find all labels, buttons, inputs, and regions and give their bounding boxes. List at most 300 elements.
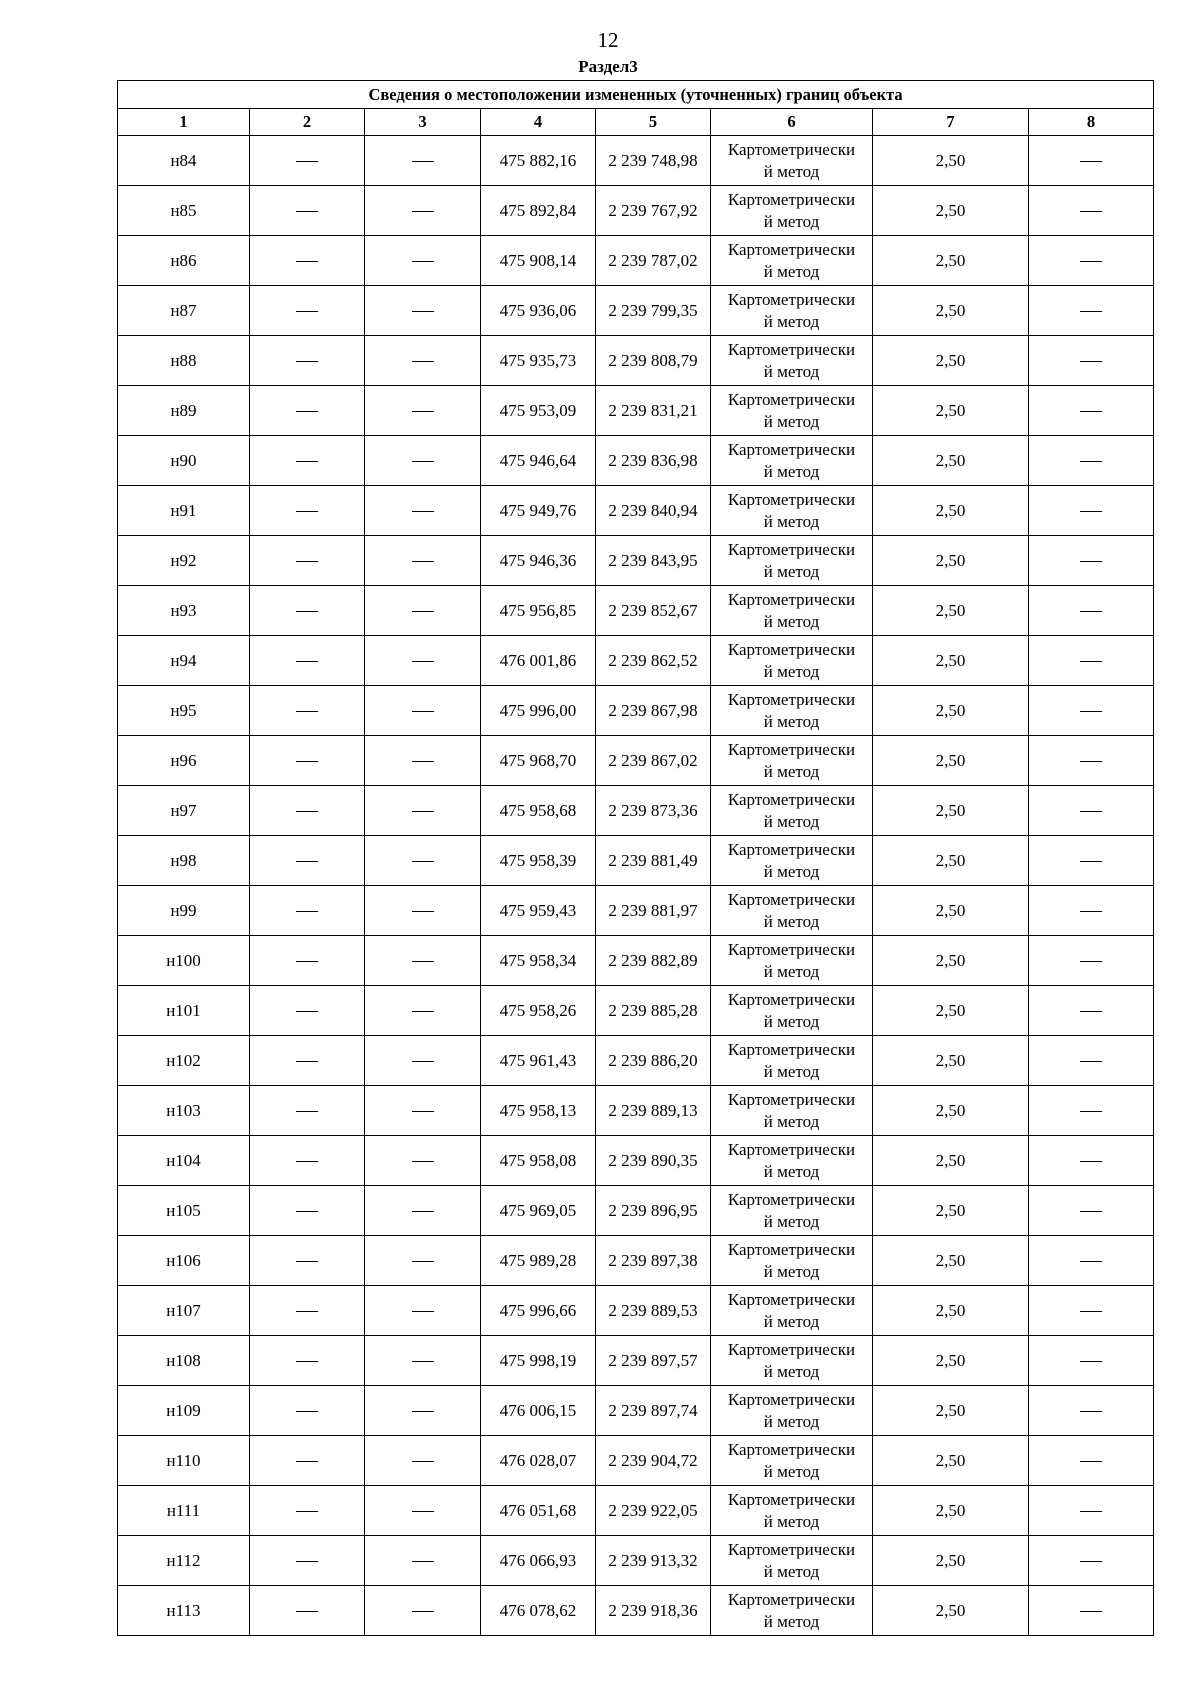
table-caption: Сведения о местоположении измененных (уточненных) границ объекта [118, 81, 1154, 109]
method-text-line-1: Картометрически [727, 639, 856, 659]
point-label: н101 [118, 986, 250, 1036]
empty-value-dash [1080, 211, 1102, 212]
table-row [118, 686, 1154, 736]
column-2-cell [250, 736, 365, 786]
y-coordinate: 2 239 897,57 [596, 1336, 711, 1386]
accuracy-value: 2,50 [873, 186, 1029, 236]
method-cell [711, 1086, 873, 1136]
method-text-line-1: Картометрически [727, 1289, 856, 1309]
column-2-cell [250, 1186, 365, 1236]
empty-value-dash [296, 511, 318, 512]
y-coordinate: 2 239 873,36 [596, 786, 711, 836]
column-2-cell [250, 636, 365, 686]
empty-value-dash [412, 1511, 434, 1512]
accuracy-value: 2,50 [873, 886, 1029, 936]
empty-value-dash [1080, 811, 1102, 812]
point-label: н107 [118, 1286, 250, 1336]
column-8-cell [1029, 186, 1154, 236]
method-cell [711, 1386, 873, 1436]
accuracy-value: 2,50 [873, 836, 1029, 886]
point-label: н98 [118, 836, 250, 886]
column-8-cell [1029, 1036, 1154, 1086]
x-coordinate: 475 949,76 [481, 486, 596, 536]
accuracy-value: 2,50 [873, 686, 1029, 736]
point-label: н91 [118, 486, 250, 536]
y-coordinate: 2 239 885,28 [596, 986, 711, 1036]
point-label: н97 [118, 786, 250, 836]
column-3-cell [365, 786, 481, 836]
column-3-cell [365, 386, 481, 436]
method-text-line-1: Картометрически [727, 489, 856, 509]
empty-value-dash [296, 361, 318, 362]
method-cell [711, 436, 873, 486]
table-row [118, 1286, 1154, 1336]
y-coordinate: 2 239 881,49 [596, 836, 711, 886]
x-coordinate: 475 936,06 [481, 286, 596, 336]
empty-value-dash [412, 1361, 434, 1362]
method-text-line-2: й метод [763, 1211, 820, 1231]
point-label: н88 [118, 336, 250, 386]
method-text-line-1: Картометрически [727, 789, 856, 809]
method-text-line-2: й метод [763, 861, 820, 881]
accuracy-value: 2,50 [873, 236, 1029, 286]
accuracy-value: 2,50 [873, 1386, 1029, 1436]
empty-value-dash [412, 311, 434, 312]
column-8-cell [1029, 386, 1154, 436]
method-cell [711, 836, 873, 886]
method-cell [711, 1236, 873, 1286]
point-label: н102 [118, 1036, 250, 1086]
empty-value-dash [296, 311, 318, 312]
table-row [118, 1236, 1154, 1286]
x-coordinate: 475 998,19 [481, 1336, 596, 1386]
method-text-line-1: Картометрически [727, 1339, 856, 1359]
table-row [118, 1036, 1154, 1086]
method-cell [711, 986, 873, 1036]
x-coordinate: 475 953,09 [481, 386, 596, 436]
y-coordinate: 2 239 787,02 [596, 236, 711, 286]
column-8-cell [1029, 786, 1154, 836]
table-row [118, 886, 1154, 936]
table-row [118, 636, 1154, 686]
method-cell [711, 1036, 873, 1086]
method-text-line-2: й метод [763, 211, 820, 231]
method-cell [711, 1436, 873, 1486]
column-8-cell [1029, 686, 1154, 736]
method-cell [711, 536, 873, 586]
column-2-cell [250, 1236, 365, 1286]
column-3-cell [365, 936, 481, 986]
accuracy-value: 2,50 [873, 336, 1029, 386]
x-coordinate: 475 996,66 [481, 1286, 596, 1336]
column-2-cell [250, 1436, 365, 1486]
point-label: н112 [118, 1536, 250, 1586]
empty-value-dash [1080, 1561, 1102, 1562]
empty-value-dash [412, 1161, 434, 1162]
method-text-line-1: Картометрически [727, 1039, 856, 1059]
column-3-cell [365, 186, 481, 236]
method-text-line-2: й метод [763, 511, 820, 531]
empty-value-dash [412, 911, 434, 912]
accuracy-value: 2,50 [873, 1486, 1029, 1536]
column-8-cell [1029, 886, 1154, 936]
method-text-line-1: Картометрически [727, 939, 856, 959]
point-label: н100 [118, 936, 250, 986]
x-coordinate: 476 006,15 [481, 1386, 596, 1436]
column-3-cell [365, 436, 481, 486]
column-3-cell [365, 886, 481, 936]
y-coordinate: 2 239 890,35 [596, 1136, 711, 1186]
column-8-cell [1029, 986, 1154, 1036]
column-3-cell [365, 736, 481, 786]
empty-value-dash [296, 611, 318, 612]
column-3-cell [365, 1436, 481, 1486]
column-2-cell [250, 136, 365, 186]
empty-value-dash [296, 461, 318, 462]
method-text-line-2: й метод [763, 911, 820, 931]
empty-value-dash [296, 1461, 318, 1462]
column-3-cell [365, 1336, 481, 1386]
y-coordinate: 2 239 922,05 [596, 1486, 711, 1536]
x-coordinate: 475 882,16 [481, 136, 596, 186]
empty-value-dash [1080, 1311, 1102, 1312]
method-cell [711, 1286, 873, 1336]
empty-value-dash [412, 1261, 434, 1262]
method-text-line-1: Картометрически [727, 689, 856, 709]
boundary-coordinates-table [117, 80, 1154, 1636]
point-label: н96 [118, 736, 250, 786]
column-3-cell [365, 536, 481, 586]
column-8-cell [1029, 536, 1154, 586]
empty-value-dash [1080, 561, 1102, 562]
y-coordinate: 2 239 808,79 [596, 336, 711, 386]
x-coordinate: 475 968,70 [481, 736, 596, 786]
y-coordinate: 2 239 896,95 [596, 1186, 711, 1236]
table-row [118, 1336, 1154, 1386]
column-number-3: 3 [365, 109, 481, 136]
column-8-cell [1029, 1236, 1154, 1286]
method-cell [711, 586, 873, 636]
y-coordinate: 2 239 897,38 [596, 1236, 711, 1286]
column-8-cell [1029, 1536, 1154, 1586]
point-label: н90 [118, 436, 250, 486]
method-cell [711, 1486, 873, 1536]
point-label: н92 [118, 536, 250, 586]
x-coordinate: 475 996,00 [481, 686, 596, 736]
x-coordinate: 475 956,85 [481, 586, 596, 636]
table-row [118, 736, 1154, 786]
method-text-line-1: Картометрически [727, 589, 856, 609]
column-2-cell [250, 486, 365, 536]
column-8-cell [1029, 286, 1154, 336]
y-coordinate: 2 239 767,92 [596, 186, 711, 236]
column-number-4: 4 [481, 109, 596, 136]
empty-value-dash [296, 1361, 318, 1362]
empty-value-dash [412, 1011, 434, 1012]
empty-value-dash [296, 861, 318, 862]
method-cell [711, 236, 873, 286]
column-2-cell [250, 1286, 365, 1336]
column-8-cell [1029, 586, 1154, 636]
empty-value-dash [296, 1061, 318, 1062]
point-label: н93 [118, 586, 250, 636]
method-text-line-2: й метод [763, 461, 820, 481]
table-row [118, 1086, 1154, 1136]
y-coordinate: 2 239 897,74 [596, 1386, 711, 1436]
column-8-cell [1029, 1186, 1154, 1236]
y-coordinate: 2 239 748,98 [596, 136, 711, 186]
table-row [118, 186, 1154, 236]
column-2-cell [250, 1586, 365, 1636]
table-body [118, 136, 1154, 1636]
table-row [118, 236, 1154, 286]
empty-value-dash [296, 561, 318, 562]
column-3-cell [365, 486, 481, 536]
table-row [118, 836, 1154, 886]
accuracy-value: 2,50 [873, 1336, 1029, 1386]
column-2-cell [250, 1386, 365, 1436]
method-text-line-2: й метод [763, 261, 820, 281]
table-row [118, 436, 1154, 486]
x-coordinate: 476 051,68 [481, 1486, 596, 1536]
empty-value-dash [412, 161, 434, 162]
column-2-cell [250, 586, 365, 636]
column-2-cell [250, 536, 365, 586]
method-text-line-2: й метод [763, 1561, 820, 1581]
y-coordinate: 2 239 862,52 [596, 636, 711, 686]
accuracy-value: 2,50 [873, 586, 1029, 636]
section-title: Раздел3 [578, 57, 638, 76]
empty-value-dash [1080, 1061, 1102, 1062]
x-coordinate: 475 892,84 [481, 186, 596, 236]
accuracy-value: 2,50 [873, 1586, 1029, 1636]
empty-value-dash [1080, 1211, 1102, 1212]
empty-value-dash [412, 1211, 434, 1212]
empty-value-dash [412, 561, 434, 562]
column-8-cell [1029, 1336, 1154, 1386]
empty-value-dash [412, 511, 434, 512]
x-coordinate: 476 028,07 [481, 1436, 596, 1486]
y-coordinate: 2 239 889,13 [596, 1086, 711, 1136]
column-number-1: 1 [118, 109, 250, 136]
y-coordinate: 2 239 840,94 [596, 486, 711, 536]
x-coordinate: 475 958,34 [481, 936, 596, 986]
x-coordinate: 475 959,43 [481, 886, 596, 936]
method-cell [711, 1336, 873, 1386]
empty-value-dash [1080, 361, 1102, 362]
empty-value-dash [296, 1311, 318, 1312]
point-label: н109 [118, 1386, 250, 1436]
x-coordinate: 475 958,08 [481, 1136, 596, 1186]
table-row [118, 986, 1154, 1036]
column-number-6: 6 [711, 109, 873, 136]
method-text-line-2: й метод [763, 1411, 820, 1431]
table-row [118, 936, 1154, 986]
column-8-cell [1029, 1286, 1154, 1336]
column-2-cell [250, 786, 365, 836]
column-number-row [118, 109, 1154, 136]
empty-value-dash [296, 1011, 318, 1012]
empty-value-dash [296, 661, 318, 662]
empty-value-dash [296, 1411, 318, 1412]
empty-value-dash [1080, 511, 1102, 512]
method-text-line-1: Картометрически [727, 389, 856, 409]
point-label: н103 [118, 1086, 250, 1136]
empty-value-dash [296, 1211, 318, 1212]
column-2-cell [250, 386, 365, 436]
column-2-cell [250, 436, 365, 486]
method-cell [711, 136, 873, 186]
table-row [118, 486, 1154, 536]
method-text-line-1: Картометрически [727, 1189, 856, 1209]
column-number-2: 2 [250, 109, 365, 136]
column-8-cell [1029, 336, 1154, 386]
column-number-8: 8 [1029, 109, 1154, 136]
method-cell [711, 1186, 873, 1236]
method-text-line-2: й метод [763, 411, 820, 431]
empty-value-dash [412, 461, 434, 462]
column-3-cell [365, 1586, 481, 1636]
column-3-cell [365, 1536, 481, 1586]
column-3-cell [365, 1286, 481, 1336]
column-8-cell [1029, 836, 1154, 886]
empty-value-dash [296, 1511, 318, 1512]
empty-value-dash [296, 1261, 318, 1262]
column-2-cell [250, 1086, 365, 1136]
empty-value-dash [412, 211, 434, 212]
column-8-cell [1029, 1386, 1154, 1436]
method-text-line-2: й метод [763, 661, 820, 681]
column-2-cell [250, 886, 365, 936]
column-3-cell [365, 1236, 481, 1286]
table-row [118, 136, 1154, 186]
column-3-cell [365, 986, 481, 1036]
method-cell [711, 786, 873, 836]
y-coordinate: 2 239 799,35 [596, 286, 711, 336]
table-row [118, 1436, 1154, 1486]
method-cell [711, 286, 873, 336]
column-3-cell [365, 586, 481, 636]
method-text-line-2: й метод [763, 1111, 820, 1131]
empty-value-dash [1080, 961, 1102, 962]
accuracy-value: 2,50 [873, 286, 1029, 336]
y-coordinate: 2 239 913,32 [596, 1536, 711, 1586]
method-cell [711, 336, 873, 386]
empty-value-dash [296, 761, 318, 762]
column-2-cell [250, 686, 365, 736]
column-8-cell [1029, 236, 1154, 286]
accuracy-value: 2,50 [873, 936, 1029, 986]
table-row [118, 586, 1154, 636]
accuracy-value: 2,50 [873, 436, 1029, 486]
column-8-cell [1029, 936, 1154, 986]
accuracy-value: 2,50 [873, 1186, 1029, 1236]
point-label: н86 [118, 236, 250, 286]
accuracy-value: 2,50 [873, 486, 1029, 536]
method-cell [711, 1586, 873, 1636]
method-text-line-2: й метод [763, 1311, 820, 1331]
empty-value-dash [412, 1561, 434, 1562]
empty-value-dash [1080, 1411, 1102, 1412]
empty-value-dash [412, 611, 434, 612]
column-2-cell [250, 936, 365, 986]
empty-value-dash [412, 1311, 434, 1312]
y-coordinate: 2 239 918,36 [596, 1586, 711, 1636]
empty-value-dash [412, 1611, 434, 1612]
method-text-line-1: Картометрически [727, 889, 856, 909]
x-coordinate: 476 066,93 [481, 1536, 596, 1586]
empty-value-dash [1080, 1261, 1102, 1262]
point-label: н108 [118, 1336, 250, 1386]
point-label: н99 [118, 886, 250, 936]
column-8-cell [1029, 136, 1154, 186]
accuracy-value: 2,50 [873, 1086, 1029, 1136]
column-8-cell [1029, 486, 1154, 536]
y-coordinate: 2 239 867,98 [596, 686, 711, 736]
empty-value-dash [1080, 261, 1102, 262]
empty-value-dash [412, 1461, 434, 1462]
column-8-cell [1029, 636, 1154, 686]
point-label: н89 [118, 386, 250, 436]
column-3-cell [365, 1386, 481, 1436]
table-row [118, 386, 1154, 436]
point-label: н85 [118, 186, 250, 236]
column-3-cell [365, 286, 481, 336]
column-2-cell [250, 1536, 365, 1586]
method-text-line-1: Картометрически [727, 189, 856, 209]
column-3-cell [365, 136, 481, 186]
method-text-line-2: й метод [763, 711, 820, 731]
table-row [118, 286, 1154, 336]
column-8-cell [1029, 1486, 1154, 1536]
table-row [118, 786, 1154, 836]
accuracy-value: 2,50 [873, 136, 1029, 186]
method-cell [711, 636, 873, 686]
column-3-cell [365, 1086, 481, 1136]
method-text-line-2: й метод [763, 1511, 820, 1531]
empty-value-dash [412, 861, 434, 862]
y-coordinate: 2 239 889,53 [596, 1286, 711, 1336]
column-3-cell [365, 1036, 481, 1086]
method-text-line-2: й метод [763, 1161, 820, 1181]
column-8-cell [1029, 1586, 1154, 1636]
empty-value-dash [412, 361, 434, 362]
empty-value-dash [1080, 1161, 1102, 1162]
method-text-line-1: Картометрически [727, 139, 856, 159]
y-coordinate: 2 239 867,02 [596, 736, 711, 786]
method-text-line-1: Картометрически [727, 1489, 856, 1509]
method-text-line-1: Картометрически [727, 1439, 856, 1459]
empty-value-dash [412, 761, 434, 762]
x-coordinate: 475 961,43 [481, 1036, 596, 1086]
table-row [118, 1186, 1154, 1236]
empty-value-dash [1080, 661, 1102, 662]
accuracy-value: 2,50 [873, 1236, 1029, 1286]
x-coordinate: 475 958,13 [481, 1086, 596, 1136]
y-coordinate: 2 239 852,67 [596, 586, 711, 636]
empty-value-dash [412, 1061, 434, 1062]
accuracy-value: 2,50 [873, 386, 1029, 436]
column-8-cell [1029, 1136, 1154, 1186]
x-coordinate: 475 958,39 [481, 836, 596, 886]
empty-value-dash [1080, 1011, 1102, 1012]
method-text-line-2: й метод [763, 311, 820, 331]
point-label: н84 [118, 136, 250, 186]
method-text-line-2: й метод [763, 361, 820, 381]
column-8-cell [1029, 1086, 1154, 1136]
empty-value-dash [1080, 861, 1102, 862]
method-text-line-1: Картометрически [727, 989, 856, 1009]
